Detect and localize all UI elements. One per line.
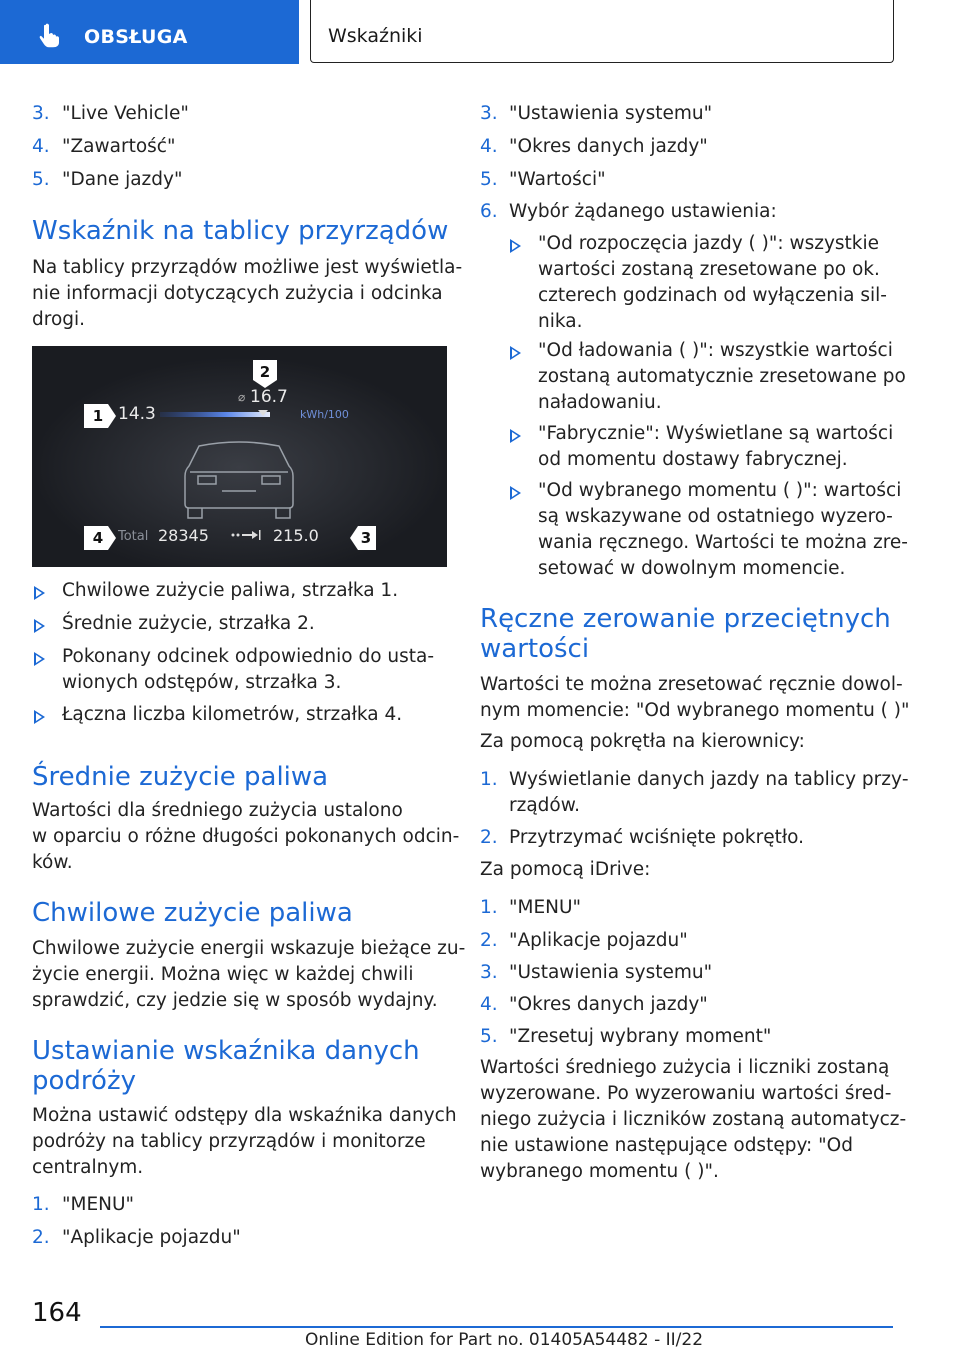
paragraph-line: Wartości te można zresetować ręcznie dowol‐ [480, 674, 903, 695]
list-item: "MENU" [62, 1194, 135, 1215]
list-item: "Zawartość" [62, 136, 176, 157]
heading-settings: podróży [32, 1066, 136, 1096]
paragraph-line: Za pomocą pokrętła na kierownicy: [480, 731, 805, 752]
paragraph-line: nie informacji dotyczących zużycia i odcinka [32, 283, 443, 304]
instant-value: 14.3 [118, 404, 156, 424]
paragraph-line: centralnym. [32, 1157, 144, 1178]
bullet-triangle-icon [34, 586, 45, 600]
bullet-triangle-icon [34, 710, 45, 724]
bullet-text: wionych odstępów, strzałka 3. [62, 672, 342, 693]
list-item: "Okres danych jazdy" [509, 136, 708, 157]
unit-label: kWh/100 [300, 408, 349, 421]
bullet-triangle-icon [34, 619, 45, 633]
list-number: 1. [32, 1194, 50, 1215]
bullet-text: wania ręcznego. Wartości te można zre‐ [538, 532, 908, 553]
bullet-text: naładowaniu. [538, 392, 662, 413]
list-item: "Aplikacje pojazdu" [509, 930, 688, 951]
trip-value: 215.0 [273, 526, 319, 545]
instrument-cluster-image [32, 346, 447, 567]
paragraph-line: wybranego momentu ( )". [480, 1161, 719, 1182]
list-number: 2. [32, 1227, 50, 1248]
paragraph-line: Chwilowe zużycie energii wskazuje bieżące zu‐ [32, 938, 466, 959]
page-number: 164 [32, 1298, 82, 1328]
bullet-triangle-icon [510, 486, 521, 500]
bullet-text: Łączna liczba kilometrów, strzałka 4. [62, 704, 403, 725]
bullet-text: Średnie zużycie, strzałka 2. [62, 613, 315, 634]
heading-cluster: Wskaźnik na tablicy przyrządów [32, 216, 449, 246]
list-item: Wybór żądanego ustawienia: [509, 201, 777, 222]
paragraph-line: w oparciu o różne długości pokonanych odcin‐ [32, 826, 460, 847]
bullet-text: czterech godzinach od wyłączenia sil‐ [538, 285, 887, 306]
paragraph-line: drogi. [32, 309, 86, 330]
paragraph-line: Można ustawić odstępy dla wskaźnika danych [32, 1105, 457, 1126]
list-number: 3. [480, 103, 498, 124]
bullet-text: od momentu dostawy fabrycznej. [538, 449, 848, 470]
heading-instant: Chwilowe zużycie paliwa [32, 898, 353, 928]
paragraph-line: niego zużycia i liczników zostaną automatycz‐ [480, 1109, 907, 1130]
paragraph-line: sprawdzić, czy jedzie się w sposób wydajny. [32, 990, 438, 1011]
bullet-triangle-icon [510, 429, 521, 443]
list-number: 2. [480, 930, 498, 951]
total-value: 28345 [158, 526, 209, 545]
list-number: 4. [480, 994, 498, 1015]
list-number: 5. [32, 169, 50, 190]
paragraph-line: ków. [32, 852, 73, 873]
bullet-text: nika. [538, 311, 583, 332]
paragraph-line: życie energii. Można więc w każdej chwili [32, 964, 414, 985]
bullet-text: są wskazywane od ostatniego wyzero‐ [538, 506, 893, 527]
bullet-text: "Od ładowania ( )": wszystkie wartości [538, 340, 893, 361]
paragraph-line: Wartości średniego zużycia i liczniki zostaną [480, 1057, 890, 1078]
average-value: 16.7 [250, 387, 288, 407]
paragraph-line: nie ustawione następujące odstępy: "Od [480, 1135, 853, 1156]
list-number: 3. [480, 962, 498, 983]
bullet-triangle-icon [510, 346, 521, 360]
hand-pointer-icon [38, 22, 64, 48]
list-number: 4. [32, 136, 50, 157]
list-item: Wyświetlanie danych jazdy na tablicy przy‐ [509, 769, 909, 790]
list-number: 4. [480, 136, 498, 157]
arrow-label-3: 3 [360, 529, 372, 547]
heading-average: Średnie zużycie paliwa [32, 762, 329, 792]
list-item: "Wartości" [509, 169, 606, 190]
bullet-text: Pokonany odcinek odpowiednio do usta‐ [62, 646, 435, 667]
footer-edition: Online Edition for Part no. 01405A54482 - II/22 [305, 1330, 704, 1350]
bullet-text: setować w dowolnym momencie. [538, 558, 846, 579]
heading-settings: Ustawianie wskaźnika danych [32, 1036, 420, 1066]
arrow-label-2: 2 [259, 363, 271, 381]
list-number: 2. [480, 827, 498, 848]
list-item: rządów. [509, 795, 581, 816]
list-item: "Dane jazdy" [62, 169, 183, 190]
list-number: 5. [480, 169, 498, 190]
list-item: "Ustawienia systemu" [509, 103, 713, 124]
list-item: Przytrzymać wciśnięte pokrętło. [509, 827, 805, 848]
bullet-text: "Od wybranego momentu ( )": wartości [538, 480, 902, 501]
heading-reset: Ręczne zerowanie przeciętnych [480, 604, 891, 634]
paragraph-line: nym momencie: "Od wybranego momentu ( )" [480, 700, 910, 721]
total-label: Total [118, 529, 149, 544]
list-number: 5. [480, 1026, 498, 1047]
list-number: 1. [480, 897, 498, 918]
bullet-text: wartości zostaną zresetowane po ok. [538, 259, 880, 280]
footer-divider [100, 1326, 893, 1328]
list-item: "Aplikacje pojazdu" [62, 1227, 241, 1248]
bullet-text: "Od rozpoczęcia jazdy ( )": wszystkie [538, 233, 880, 254]
paragraph-line: Za pomocą iDrive: [480, 859, 651, 880]
bullet-text: zostaną automatycznie zresetowane po [538, 366, 906, 387]
paragraph-line: Wartości dla średniego zużycia ustalono [32, 800, 403, 821]
chapter-title: Wskaźniki [328, 25, 423, 47]
bullet-text: "Fabrycznie": Wyświetlane są wartości [538, 423, 894, 444]
list-number: 1. [480, 769, 498, 790]
paragraph-line: wyzerowane. Po wyzerowaniu wartości śred‐ [480, 1083, 892, 1104]
list-item: "MENU" [509, 897, 582, 918]
bullet-triangle-icon [34, 652, 45, 666]
list-item: "Okres danych jazdy" [509, 994, 708, 1015]
list-number: 3. [32, 103, 50, 124]
average-symbol: ⌀ [238, 390, 246, 404]
bullet-text: Chwilowe zużycie paliwa, strzałka 1. [62, 580, 399, 601]
arrow-label-4: 4 [92, 529, 104, 547]
section-title: OBSŁUGA [84, 26, 188, 48]
list-item: "Ustawienia systemu" [509, 962, 713, 983]
list-item: "Live Vehicle" [62, 103, 189, 124]
heading-reset: wartości [480, 634, 590, 664]
paragraph-line: podróży na tablicy przyrządów i monitorze [32, 1131, 426, 1152]
list-item: "Zresetuj wybrany moment" [509, 1026, 772, 1047]
chapter-header [310, 0, 894, 63]
arrow-label-1: 1 [92, 407, 104, 425]
bullet-triangle-icon [510, 239, 521, 253]
paragraph-line: Na tablicy przyrządów możliwe jest wyświetla‐ [32, 257, 463, 278]
section-tab[interactable] [0, 0, 299, 64]
list-number: 6. [480, 201, 498, 222]
